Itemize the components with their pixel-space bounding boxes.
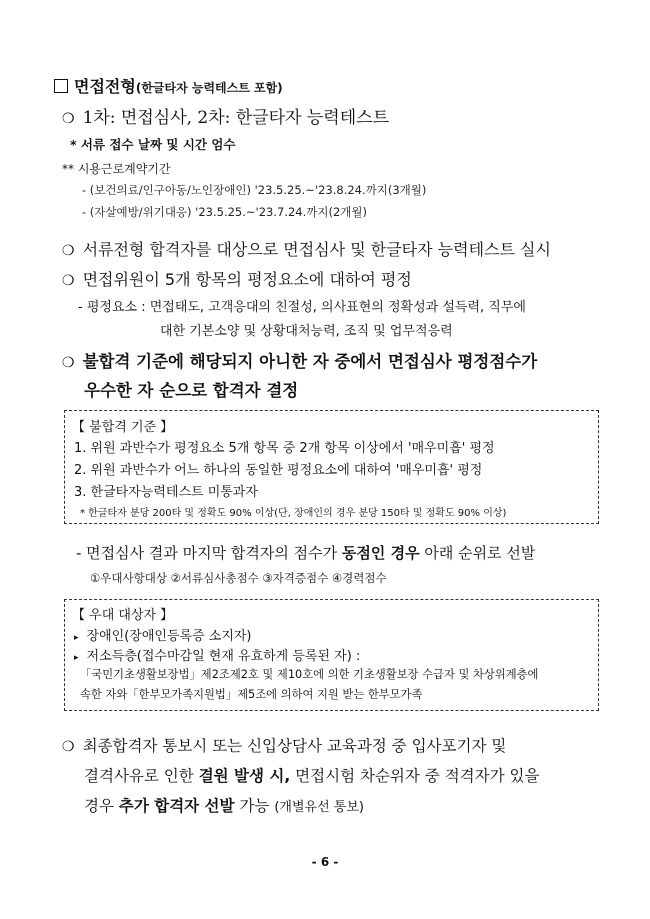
circle-bullet-icon: ❍ xyxy=(62,739,75,755)
contract-title: ** 시용근로계약기간 xyxy=(62,162,171,176)
target-item xyxy=(62,237,551,260)
pref-item-1 xyxy=(74,625,252,644)
triangle-bullet-icon: ▸ xyxy=(74,653,79,663)
final-line-3-pre: 경우 xyxy=(84,797,114,815)
checkbox-square-icon xyxy=(54,79,68,93)
decision-line-2: 우수한 자 순으로 합격자 결정 xyxy=(84,381,299,400)
final-item xyxy=(62,734,506,756)
final-line-3-emphasis: 추가 합격자 선발 xyxy=(118,797,235,815)
circle-bullet-icon: ❍ xyxy=(62,243,75,259)
stage-text: 1차: 면접심사, 2차: 한글타자 능력테스트 xyxy=(82,108,389,128)
tie-rule xyxy=(76,542,535,563)
tie-emphasis: 동점인 경우 xyxy=(341,544,420,562)
pref-item-2-detail-2: 속한 자와「한부모가족지원법」제5조에 의하여 지원 받는 한부모가족 xyxy=(80,688,423,701)
pref-item-2-detail-1: 「국민기초생활보장법」제2조제2호 및 제10호에 의한 기초생활보장 수급자 및 차상위계층에 xyxy=(80,668,539,681)
final-line-3-post: 가능 xyxy=(239,797,270,815)
pref-item-2-text: 저소득층(접수마감일 현재 유효하게 등록된 자) : xyxy=(86,649,361,664)
target-text: 서류전형 합격자를 대상으로 면접심사 및 한글타자 능력테스트 실시 xyxy=(82,240,551,259)
fail-rule-3: 3. 한글타자능력테스트 미통과자 xyxy=(74,485,258,500)
contract-line-1: - (보건의료/인구아동/노인장애인) '23.5.25.~'23.8.24.까지(3개월) xyxy=(82,183,427,197)
deadline-note: * 서류 접수 날짜 및 시간 엄수 xyxy=(70,137,236,152)
fail-rule-1: 1. 위원 과반수가 평정요소 5개 항목 중 2개 항목 이상에서 '매우미흡' 평정 xyxy=(74,441,495,456)
stage-item xyxy=(62,103,389,128)
decision-item xyxy=(62,348,537,372)
pref-box-header: 【 우대 대상자 】 xyxy=(72,608,174,623)
tie-suffix: 아래 순위로 선발 xyxy=(424,544,536,562)
page-number: - 6 - xyxy=(311,855,339,869)
fail-rule-2: 2. 위원 과반수가 어느 하나의 동일한 평정요소에 대하여 '매우미흡' 평정 xyxy=(74,463,483,478)
section-title-text: 면접전형 xyxy=(74,77,136,96)
final-line-1: 최종합격자 통보시 또는 신입상담사 교육과정 중 입사포기자 및 xyxy=(82,737,507,755)
circle-bullet-icon: ❍ xyxy=(62,355,75,371)
final-line-3-note: (개별유선 통보) xyxy=(274,800,364,815)
elements-line-1: - 평정요소 : 면접태도, 고객응대의 친절성, 의사표현의 정확성과 설득력, 직무에 xyxy=(78,300,526,315)
fail-box-header: 【 불합격 기준 】 xyxy=(72,420,174,435)
final-line-2-pre: 결격사유로 인한 xyxy=(84,767,194,785)
tie-order: ①우대사항대상 ②서류심사총점수 ③자격증점수 ④경력점수 xyxy=(90,571,387,585)
fail-rule-note: * 한글타자 분당 200타 및 정확도 90% 이상(단, 장애인의 경우 분당 150타 및 정확도 90% 이상) xyxy=(80,508,507,519)
circle-bullet-icon: ❍ xyxy=(62,111,75,127)
section-title xyxy=(54,74,283,97)
final-line-2-emphasis: 결원 발생 시, xyxy=(198,767,291,785)
elements-line-2: 대한 기본소양 및 상황대처능력, 조직 및 업무적응력 xyxy=(160,324,453,339)
final-line-3 xyxy=(84,794,364,816)
pref-item-1-text: 장애인(장애인등록증 소지자) xyxy=(86,629,252,644)
pref-item-2 xyxy=(74,645,360,664)
decision-line-1: 불합격 기준에 해당되지 아니한 자 중에서 면접심사 평정점수가 xyxy=(82,352,538,371)
final-line-2-post: 면접시험 차순위자 중 적격자가 있을 xyxy=(295,767,540,785)
section-title-note: (한글타자 능력테스트 포함) xyxy=(135,81,283,95)
triangle-bullet-icon: ▸ xyxy=(74,633,79,643)
evaluation-item xyxy=(62,267,412,290)
circle-bullet-icon: ❍ xyxy=(62,273,75,289)
evaluation-text: 면접위원이 5개 항목의 평정요소에 대하여 평정 xyxy=(82,270,412,289)
final-line-2 xyxy=(84,764,539,786)
contract-line-2: - (자살예방/위기대응) '23.5.25.~'23.7.24.까지(2개월) xyxy=(82,205,367,219)
tie-prefix: - 면접심사 결과 마지막 합격자의 점수가 xyxy=(76,544,338,562)
